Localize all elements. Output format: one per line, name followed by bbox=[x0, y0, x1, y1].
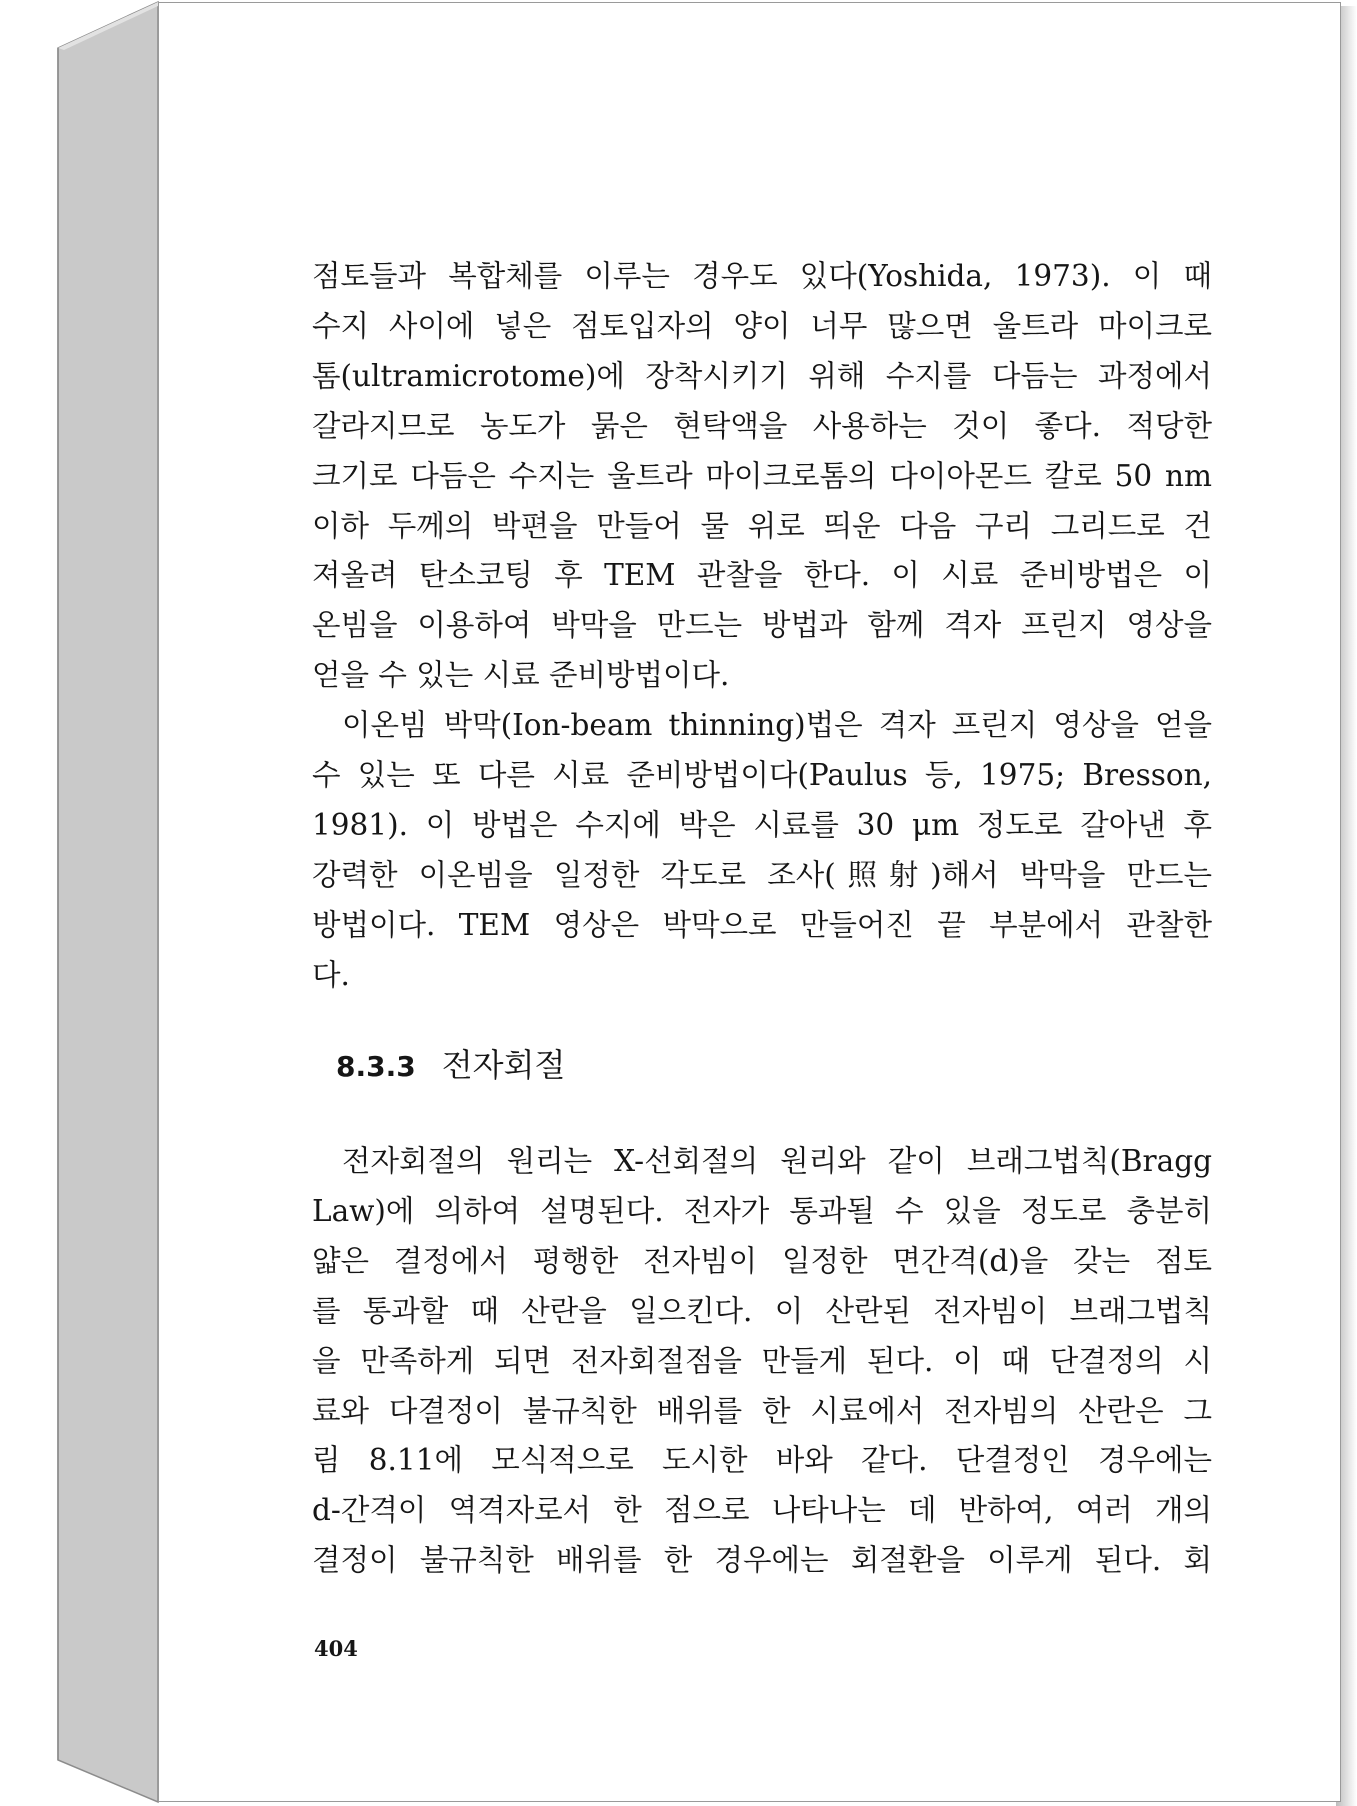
book-spine bbox=[0, 0, 160, 1806]
text-line: 얇은 결정에서 평행한 전자빔이 일정한 면간격(d)을 갖는 점토 bbox=[312, 1243, 1212, 1278]
text-line: 톰(ultramicrotome)에 장착시키기 위해 수지를 다듬는 과정에서 bbox=[312, 358, 1212, 393]
section-heading bbox=[336, 1040, 565, 1086]
text-line: 이온빔 박막(Ion-beam thinning)법은 격자 프린지 영상을 얻을 bbox=[342, 708, 1212, 742]
text-line: 갈라지므로 농도가 묽은 현탁액을 사용하는 것이 좋다. 적당한 bbox=[312, 408, 1212, 443]
text-line: 1981). 이 방법은 수지에 박은 시료를 30 μm 정도로 갈아낸 후 bbox=[312, 807, 1212, 842]
text-line: 를 통과할 때 산란을 일으킨다. 이 산란된 전자빔이 브래그법칙 bbox=[312, 1293, 1212, 1328]
paragraph-2 bbox=[312, 701, 1212, 1000]
text-line: 온빔을 이용하여 박막을 만드는 방법과 함께 격자 프린지 영상을 bbox=[312, 608, 1212, 643]
paragraph-3 bbox=[312, 1137, 1212, 1586]
paragraph-1 bbox=[312, 252, 1212, 701]
text-line: 다. bbox=[312, 957, 350, 992]
section-number: 8.3.3 bbox=[336, 1050, 416, 1083]
section-title: 전자회절 bbox=[441, 1046, 566, 1084]
text-line: 져올려 탄소코팅 후 TEM 관찰을 한다. 이 시료 준비방법은 이 bbox=[312, 558, 1212, 593]
text-line: 결정이 불규칙한 배위를 한 경우에는 회절환을 이루게 된다. 회 bbox=[312, 1543, 1212, 1578]
text-line: 수지 사이에 넣은 점토입자의 양이 너무 많으면 울트라 마이크로 bbox=[312, 308, 1212, 343]
text-line: 수 있는 또 다른 시료 준비방법이다(Paulus 등, 1975; Bresson, bbox=[312, 757, 1212, 792]
text-line: 이하 두께의 박편을 만들어 물 위로 띄운 다음 구리 그리드로 건 bbox=[312, 508, 1212, 543]
text-line: 료와 다결정이 불규칙한 배위를 한 시료에서 전자빔의 산란은 그 bbox=[312, 1393, 1212, 1428]
text-line: 방법이다. TEM 영상은 박막으로 만들어진 끝 부분에서 관찰한 bbox=[312, 907, 1212, 942]
text-line: 을 만족하게 되면 전자회절점을 만들게 된다. 이 때 단결정의 시 bbox=[312, 1343, 1212, 1378]
text-line: 전자회절의 원리는 X-선회절의 원리와 같이 브래그법칙(Bragg bbox=[342, 1144, 1212, 1178]
text-line: d-간격이 역격자로서 한 점으로 나타나는 데 반하여, 여러 개의 bbox=[312, 1493, 1212, 1528]
text-line: Law)에 의하여 설명된다. 전자가 통과될 수 있을 정도로 충분히 bbox=[312, 1193, 1212, 1228]
page-number: 404 bbox=[314, 1636, 358, 1661]
text-line: 얻을 수 있는 시료 준비방법이다. bbox=[312, 658, 730, 693]
text-line: 강력한 이온빔을 일정한 각도로 조사(照射)해서 박막을 만드는 bbox=[312, 857, 1212, 892]
text-line: 크기로 다듬은 수지는 울트라 마이크로톰의 다이아몬드 칼로 50 nm bbox=[312, 458, 1212, 493]
text-line: 림 8.11에 모식적으로 도시한 바와 같다. 단결정인 경우에는 bbox=[312, 1443, 1212, 1478]
text-line: 점토들과 복합체를 이루는 경우도 있다(Yoshida, 1973). 이 때 bbox=[312, 259, 1212, 293]
